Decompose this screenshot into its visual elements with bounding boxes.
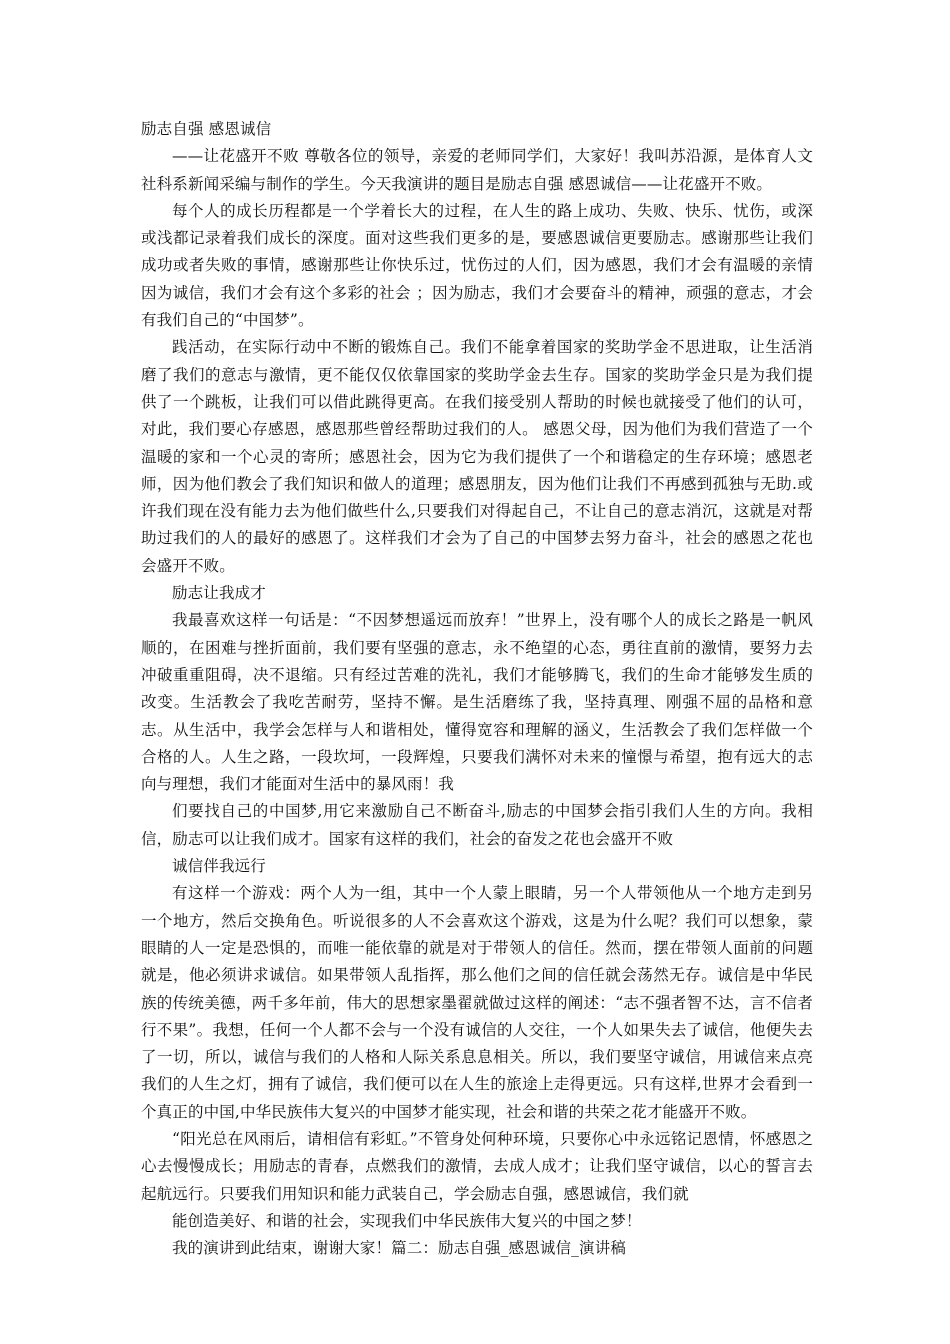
section-heading-integrity: 诚信伴我远行 [172,857,266,876]
paragraph-integrity: 有这样一个游戏：两个人为一组，其中一个人蒙上眼睛，另一个人带领他从一个地方走到另一个地方，然后交换角色。听说很多的人不会喜欢这个游戏，这是为什么呢？我们可以想象，蒙眼睛的人一定是恐惧的，而唯一能依靠的就是对于带领人的信任。然而，摆在带领人面前的问题就是，他必须讲求诚信。如果带领人乱指挥，那么他们之间的信任就会荡然无存。诚信是中华民族的传统美德，两千多年前，伟大的思想家墨翟就做过这样的阐述：“志不强者智不达，言不信者行不果”。我想，任何一个人都不会与一个没有诚信的人交往，一个人如果失去了诚信，他便失去了一切，所以，诚信与我们的人格和人际关系息息相关。所以，我们要坚守诚信，用诚信来点亮我们的人生之灯，拥有了诚信，我们便可以在人生的旅途上走得更远。只有这样,世界才会看到一个真正的中国,中华民族伟大复兴的中国梦才能实现，社会和谐的共荣之花才能盛开不败。 [141,884,813,1121]
paragraph-dream-line: 能创造美好、和谐的社会，实现我们中华民族伟大复兴的中国之梦！ [172,1211,642,1230]
paragraph-closing: 我的演讲到此结束，谢谢大家！篇二：励志自强_感恩诚信_演讲稿 [172,1239,627,1258]
paragraph-rainbow: “阳光总在风雨后，请相信有彩虹。”不管身处何种环境，只要你心中永远铭记恩情，怀感恩之心去慢慢成长；用励志的青春，点燃我们的激情，去成人成才；让我们坚守诚信，以心的誓言去起航远行。只要我们用知识和能力武装自己，学会励志自强，感恩诚信，我们就 [141,1129,813,1203]
document-body [141,116,813,1262]
paragraph-inspiration: 我最喜欢这样一句话是：“不因梦想遥远而放弃！”世界上，没有哪个人的成长之路是一帆风顺的，在困难与挫折面前，我们要有坚强的意志，永不绝望的心态，勇往直前的激情，要努力去冲破重重阻碍，决不退缩。只有经过苦难的洗礼，我们才能够腾飞，我们的生命才能够发生质的改变。生活教会了我吃苦耐劳，坚持不懈。是生活磨练了我，坚持真理、刚强不屈的品格和意志。从生活中，我学会怎样与人和谐相处，懂得宽容和理解的涵义，生活教会了我们怎样做一个合格的人。人生之路，一段坎坷，一段辉煌，只要我们满怀对未来的憧憬与希望，抱有远大的志向与理想，我们才能面对生活中的暴风雨！我 [141,611,813,794]
paragraph-gratitude: 践活动，在实际行动中不断的锻炼自己。我们不能拿着国家的奖助学金不思进取，让生活消磨了我们的意志与激情，更不能仅仅依靠国家的奖助学金去生存。国家的奖助学金只是为我们提供了一个跳板，让我们可以借此跳得更高。在我们接受别人帮助的时候也就接受了他们的认可，对此，我们要心存感恩，感恩那些曾经帮助过我们的人。 感恩父母，因为他们为我们营造了一个温暖的家和一个心灵的寄所；感恩社会，因为它为我们提供了一个和谐稳定的生存环境；感恩老师，因为他们教会了我们知识和做人的道理；感恩朋友，因为他们让我们不再感到孤独与无助.或许我们现在没有能力去为他们做些什么,只要我们对得起自己，不让自己的意志消沉，这就是对帮助过我们的人的最好的感恩了。这样我们才会为了自己的中国梦去努力奋斗，社会的感恩之花也会盛开不败。 [141,338,813,575]
document-title: 励志自强 感恩诚信 [141,120,272,138]
paragraph-growth: 每个人的成长历程都是一个学着长大的过程，在人生的路上成功、失败、快乐、忧伤，或深或浅都记录着我们成长的深度。面对这些我们更多的是，要感恩诚信更要励志。感谢那些让我们成功或者失败的事情，感谢那些让你快乐过，忧伤过的人们，因为感恩，我们才会有温暖的亲情因为诚信，我们才会有这个多彩的社会 ；因为励志，我们才会要奋斗的精神，顽强的意志，才会有我们自己的“中国梦”。 [141,201,813,330]
paragraph-intro: ——让花盛开不败 尊敬各位的领导，亲爱的老师同学们，大家好！我叫苏沿源，是体育人文社科系新闻采编与制作的学生。今天我演讲的题目是励志自强 感恩诚信——让花盛开不败。 [141,147,813,193]
paragraph-china-dream: 们要找自己的中国梦,用它来激励自己不断奋斗,励志的中国梦会指引我们人生的方向。我相信，励志可以让我们成才。国家有这样的我们，社会的奋发之花也会盛开不败 [141,802,813,848]
section-heading-inspiration: 励志让我成才 [172,584,266,603]
